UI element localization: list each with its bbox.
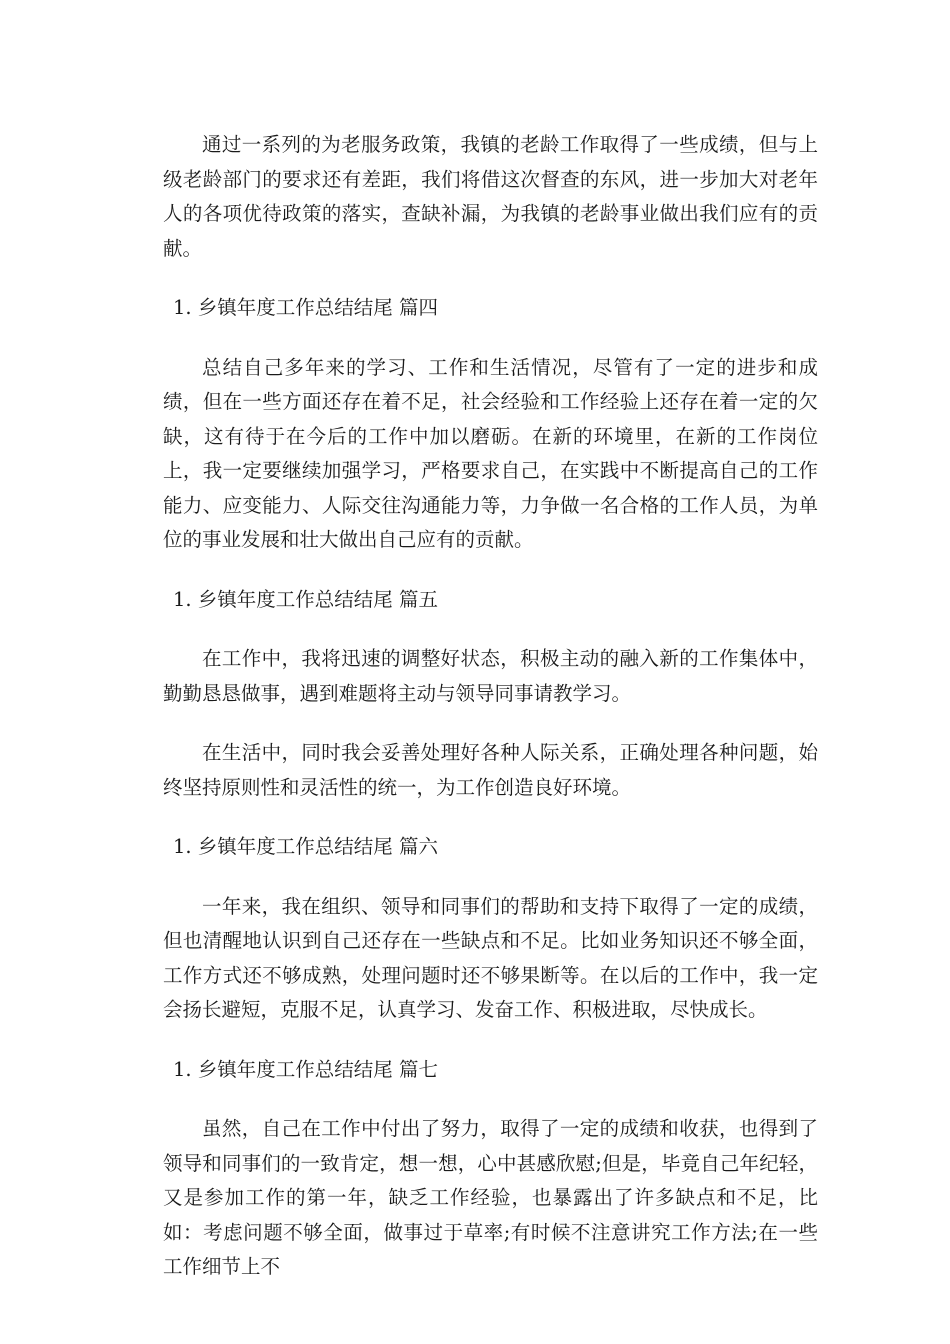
paragraph: 总结自己多年来的学习、工作和生活情况，尽管有了一定的进步和成绩，但在一些方面还存在着不足，社会经验和工作经验上还存在着一定的欠缺，这有待于在今后的工作中加以磨砺。在新的环境里，在新的工作岗位上，我一定要继续加强学习，严格要求自己，在实践中不断提高自己的工作能力、应变能力、人际交往沟通能力等，力争做一名合格的工作人员，为单位的事业发展和壮大做出自己应有的贡献。 [163, 355, 818, 551]
paragraph: 在生活中，同时我会妥善处理好各种人际关系，正确处理各种问题，始终坚持原则性和灵活性的统一，为工作创造良好环境。 [163, 741, 818, 799]
section-heading: 1. 乡镇年度工作总结结尾 篇五 [173, 587, 439, 611]
paragraph: 一年来，我在组织、领导和同事们的帮助和支持下取得了一定的成绩，但也清醒地认识到自己还存在一些缺点和不足。比如业务知识还不够全面，工作方式还不够成熟，处理问题时还不够果断等。在以后的工作中，我一定会扬长避短，克服不足，认真学习、发奋工作、积极进取，尽快成长。 [163, 894, 818, 1021]
section-heading: 1. 乡镇年度工作总结结尾 篇四 [173, 296, 439, 319]
paragraph: 在工作中，我将迅速的调整好状态，积极主动的融入新的工作集体中，勤勤恳恳做事，遇到难题将主动与领导同事请教学习。 [163, 647, 818, 705]
section-heading: 1. 乡镇年度工作总结结尾 篇六 [173, 835, 439, 858]
paragraph: 通过一系列的为老服务政策，我镇的老龄工作取得了一些成绩，但与上级老龄部门的要求还有差距，我们将借这次督查的东风，进一步加大对老年人的各项优待政策的落实，查缺补漏，为我镇的老龄事业做出我们应有的贡献。 [163, 133, 818, 260]
paragraph: 虽然，自己在工作中付出了努力，取得了一定的成绩和收获，也得到了领导和同事们的一致肯定，想一想，心中甚感欣慰;但是，毕竟自己年纪轻，又是参加工作的第一年，缺乏工作经验，也暴露出了许多缺点和不足，比如：考虑问题不够全面，做事过于草率;有时候不注意讲究工作方法;在一些工作细节上不 [163, 1117, 818, 1278]
document-body [163, 128, 818, 1310]
section-heading: 1. 乡镇年度工作总结结尾 篇七 [173, 1057, 439, 1081]
